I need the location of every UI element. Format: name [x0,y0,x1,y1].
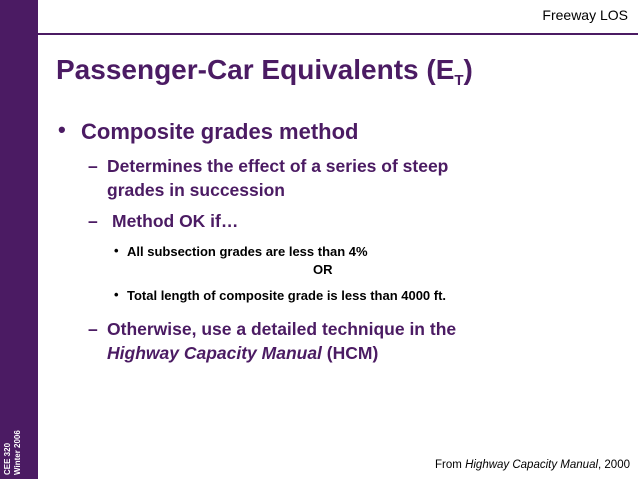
bullet-icon: • [114,287,119,302]
source-citation: From Highway Capacity Manual, 2000 [435,459,630,471]
dash-icon: – [88,211,98,231]
dash-icon: – [88,156,98,176]
bullet-icon: • [114,243,119,258]
slide-section-label: Freeway LOS [542,7,628,23]
sidebar-band [0,0,38,479]
title-subscript: T [454,72,464,89]
bullet-icon: • [58,117,66,142]
dash-icon: – [88,319,98,339]
sidebar-text [3,395,35,475]
term-label: Winter 2006 [13,430,22,475]
hcm-title: Highway Capacity Manual [107,343,322,363]
or-label: OR [313,262,333,277]
course-label: CEE 320 [3,442,12,475]
slide-title: Passenger-Car Equivalents $(E_T)$ [56,54,473,89]
header-rule [38,33,638,35]
